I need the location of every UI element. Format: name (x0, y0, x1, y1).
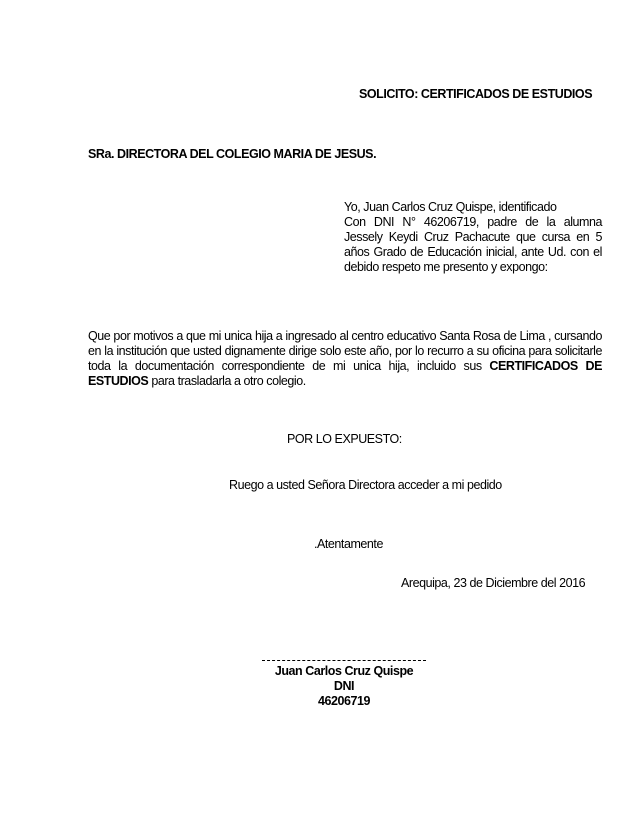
intro-line-1: Yo, Juan Carlos Cruz Quispe, identificado (344, 200, 557, 214)
body-text-start: Que por motivos a que mi unica hija a ingresado al centro educativo Santa Rosa de Lima , cursando en la institución que usted dignamente dirige solo este año, por lo recurro a su oficina para solicitarle toda la documentación correspondiente de mi unica hija, incluido sus (88, 329, 602, 373)
signature-name: Juan Carlos Cruz Quispe (274, 664, 414, 678)
body-text-end: para trasladarla a otro colegio. (148, 374, 306, 388)
signature-block (244, 664, 444, 709)
place-date: Arequipa, 23 de Diciembre del 2016 (401, 576, 586, 590)
addressee: SRa. DIRECTORA DEL COLEGIO MARIA DE JESUS. (88, 147, 377, 161)
intro-paragraph: Con DNI N° 46206719, padre de la alumna Jessely Keydi Cruz Pachacute que cursa en 5 años Grado de Educación inicial, ante Ud. con el debido respeto me presento y expongo: (344, 215, 602, 274)
signature-id-number: 46206719 (317, 694, 370, 708)
intro-block (344, 200, 602, 275)
body-paragraph (88, 329, 602, 389)
por-lo-expuesto: POR LO EXPUESTO: (287, 432, 402, 446)
subject-line: SOLICITO: CERTIFICADOS DE ESTUDIOS (359, 87, 593, 101)
signature-id-label: DNI (333, 679, 355, 693)
body-highlight: CERTIFICADOS DE ESTUDIOS (88, 359, 602, 388)
signature-line (262, 660, 426, 661)
request-line: Ruego a usted Señora Directora acceder a mi pedido (229, 478, 502, 492)
closing: .Atentamente (314, 537, 383, 551)
